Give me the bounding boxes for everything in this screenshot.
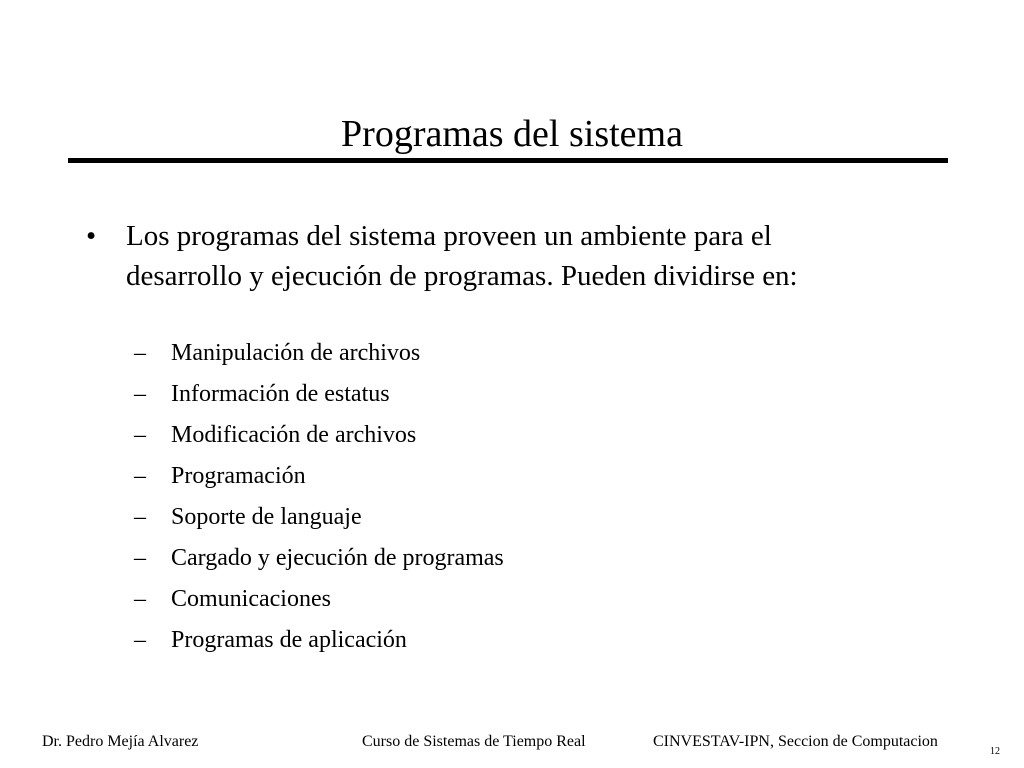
footer-course: Curso de Sistemas de Tiempo Real [362, 733, 586, 750]
page-number: 12 [990, 746, 1000, 757]
dash-icon: – [134, 340, 146, 366]
subitem-label: Comunicaciones [171, 586, 331, 612]
bullet-icon: • [86, 220, 97, 252]
subitem-label: Soporte de languaje [171, 504, 362, 530]
footer-institution: CINVESTAV-IPN, Seccion de Computacion [653, 733, 938, 750]
dash-icon: – [134, 627, 146, 653]
subitem [134, 539, 894, 580]
title-underline [68, 158, 948, 163]
dash-icon: – [134, 545, 146, 571]
subitem [134, 416, 894, 457]
subitem [134, 457, 894, 498]
subitem-label: Cargado y ejecución de programas [171, 545, 504, 571]
slide-title: Programas del sistema [341, 113, 683, 155]
subitem [134, 498, 894, 539]
bullet-text-line-1: Los programas del sistema proveen un ambiente para el [126, 220, 772, 252]
subitem-label: Programación [171, 463, 306, 489]
subitem [134, 580, 894, 621]
subitem-label: Manipulación de archivos [171, 340, 421, 366]
subitem [134, 334, 894, 375]
dash-icon: – [134, 504, 146, 530]
subitem-list [134, 334, 894, 662]
subitem-label: Información de estatus [171, 381, 390, 407]
bullet-text-line-2: desarrollo y ejecución de programas. Pueden dividirse en: [126, 260, 798, 292]
subitem [134, 375, 894, 416]
bullet-text [126, 216, 966, 296]
subitem-label: Modificación de archivos [171, 422, 417, 448]
dash-icon: – [134, 586, 146, 612]
subitem-label: Programas de aplicación [171, 627, 407, 653]
dash-icon: – [134, 463, 146, 489]
subitem [134, 621, 894, 662]
dash-icon: – [134, 422, 146, 448]
footer-author: Dr. Pedro Mejía Alvarez [42, 733, 199, 750]
dash-icon: – [134, 381, 146, 407]
